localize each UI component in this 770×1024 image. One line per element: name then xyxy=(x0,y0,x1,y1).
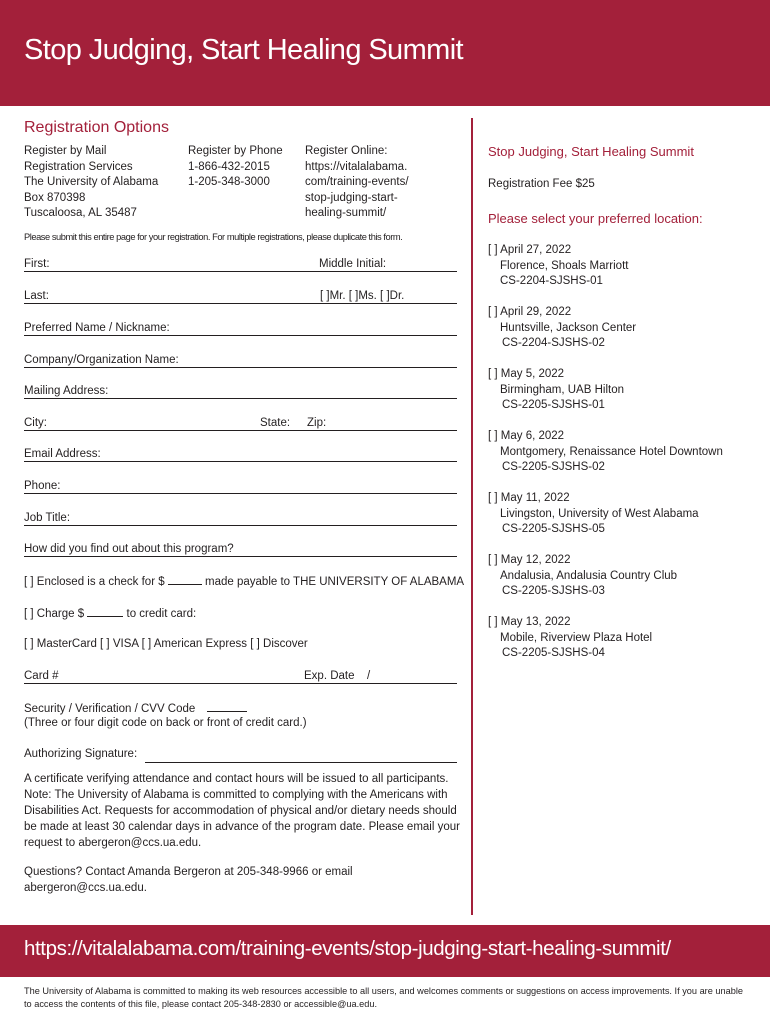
card-type-options[interactable]: [ ] MasterCard [ ] VISA [ ] American Express [ ] Discover xyxy=(24,638,308,650)
sidebar-title: Stop Judging, Start Healing Summit xyxy=(488,144,694,159)
city-label: City: xyxy=(24,417,47,429)
column-divider xyxy=(471,118,473,915)
email-field[interactable] xyxy=(24,447,457,462)
accessibility-statement: The University of Alabama is committed to making its web resources accessible to all users, and welcomes comments or suggestions on access improvements. If you are unable to access the contents of this file, please contact 205-348-2830 or accessible@ua.edu. xyxy=(24,986,743,1009)
location-place: Montgomery, Renaissance Hotel Downtown xyxy=(500,445,723,458)
select-location-prompt: Please select your preferred location: xyxy=(488,211,703,226)
charge-amount-blank[interactable] xyxy=(87,605,123,617)
location-place: Mobile, Riverview Plaza Hotel xyxy=(500,631,653,644)
location-place: Florence, Shoals Marriott xyxy=(500,259,629,272)
card-number-field[interactable] xyxy=(24,669,457,684)
header-banner xyxy=(0,0,770,106)
location-date: [ ] May 13, 2022 xyxy=(488,616,571,628)
location-option-7[interactable] xyxy=(488,615,758,662)
first-label: First: xyxy=(24,258,50,270)
location-code: CS-2204-SJSHS-02 xyxy=(502,337,605,349)
state-label: State: xyxy=(260,417,291,429)
location-place: Livingston, University of West Alabama xyxy=(500,507,699,520)
phone-label: Phone: xyxy=(24,480,61,492)
how-found-label: How did you find out about this program? xyxy=(24,543,234,555)
questions-contact: Questions? Contact Amanda Bergeron at 205-348-9966 or email abergeron@ccs.ua.edu. xyxy=(24,866,353,894)
job-title-label: Job Title: xyxy=(24,512,71,524)
location-place: Andalusia, Andalusia Country Club xyxy=(500,569,678,582)
charge-payment-row[interactable] xyxy=(24,605,464,623)
company-field[interactable] xyxy=(24,353,457,368)
submit-note: Please submit this entire page for your registration. For multiple registrations, please duplicate this form. xyxy=(24,232,403,242)
certificate-notice: A certificate verifying attendance and contact hours will be issued to all participants. Note: The University of Alabama is committed to complying with the Americans with Disabilities Act. Requests for accommodation of physical and/or dietary needs should be made at least 30 calendar days in advance of the program date. Please email your request to abergeron@ccs.ua.edu. xyxy=(24,773,460,849)
company-label: Company/Organization Name: xyxy=(24,354,179,366)
exp-slash: / xyxy=(367,670,371,682)
cvv-note: (Three or four digit code on back or front of credit card.) xyxy=(24,717,307,729)
location-option-5[interactable] xyxy=(488,491,758,538)
check-amount-blank[interactable] xyxy=(168,573,202,585)
last-name-field[interactable] xyxy=(24,289,457,304)
location-date: [ ] May 6, 2022 xyxy=(488,430,565,442)
signature-label: Authorizing Signature: xyxy=(24,748,138,760)
card-number-label: Card # xyxy=(24,670,59,682)
footer-banner xyxy=(0,925,770,977)
how-found-field[interactable] xyxy=(24,542,457,557)
cvv-blank[interactable] xyxy=(207,701,247,712)
location-option-2[interactable] xyxy=(488,305,758,352)
registration-fee: Registration Fee $25 xyxy=(488,178,595,190)
location-place: Huntsville, Jackson Center xyxy=(500,321,637,334)
title-checkboxes[interactable]: [ ]Mr. [ ]Ms. [ ]Dr. xyxy=(320,290,405,302)
check-payable-label: made payable to THE UNIVERSITY OF ALABAMA xyxy=(205,576,465,588)
signature-line[interactable] xyxy=(145,762,457,763)
job-title-field[interactable] xyxy=(24,511,457,526)
location-date: [ ] May 12, 2022 xyxy=(488,554,571,566)
page-title: Stop Judging, Start Healing Summit xyxy=(24,34,463,66)
exp-date-label: Exp. Date xyxy=(304,670,355,682)
location-option-4[interactable] xyxy=(488,429,758,476)
charge-option-label: [ ] Charge $ xyxy=(24,608,85,620)
city-state-zip-field[interactable] xyxy=(24,416,457,431)
location-code: CS-2205-SJSHS-05 xyxy=(502,523,605,535)
register-online[interactable]: Register Online: https://vitalalabama. com/training-events/ stop-judging-start- healing-summit/ xyxy=(305,145,409,219)
last-label: Last: xyxy=(24,290,49,302)
preferred-name-label: Preferred Name / Nickname: xyxy=(24,322,170,334)
location-code: CS-2205-SJSHS-04 xyxy=(502,647,605,659)
location-code: CS-2204-SJSHS-01 xyxy=(500,275,603,287)
location-date: [ ] May 11, 2022 xyxy=(488,492,570,504)
location-code: CS-2205-SJSHS-01 xyxy=(502,399,605,411)
location-code: CS-2205-SJSHS-03 xyxy=(502,585,605,597)
location-code: CS-2205-SJSHS-02 xyxy=(502,461,605,473)
mailing-address-label: Mailing Address: xyxy=(24,385,109,397)
middle-initial-label: Middle Initial: xyxy=(319,258,387,270)
register-by-phone: Register by Phone 1-866-432-2015 1-205-348-3000 xyxy=(188,145,283,188)
zip-label: Zip: xyxy=(307,417,327,429)
location-option-3[interactable] xyxy=(488,367,758,414)
mailing-address-field[interactable] xyxy=(24,384,457,399)
preferred-name-field[interactable] xyxy=(24,321,457,336)
email-label: Email Address: xyxy=(24,448,101,460)
register-by-mail: Register by Mail Registration Services The University of Alabama Box 870398 Tuscaloosa, AL 35487 xyxy=(24,145,159,219)
first-name-field[interactable] xyxy=(24,257,457,272)
location-date: [ ] April 27, 2022 xyxy=(488,244,572,256)
location-option-6[interactable] xyxy=(488,553,758,600)
check-payment-row[interactable] xyxy=(24,573,464,591)
phone-field[interactable] xyxy=(24,479,457,494)
registration-options-title: Registration Options xyxy=(24,119,169,136)
charge-card-label: to credit card: xyxy=(126,608,197,620)
check-option-label: [ ] Enclosed is a check for $ xyxy=(24,576,165,588)
location-date: [ ] May 5, 2022 xyxy=(488,368,565,380)
location-place: Birmingham, UAB Hilton xyxy=(500,383,624,396)
location-option-1[interactable] xyxy=(488,243,758,290)
location-date: [ ] April 29, 2022 xyxy=(488,306,572,318)
cvv-label: Security / Verification / CVV Code xyxy=(24,703,196,715)
footer-url-link[interactable]: https://vitalalabama.com/training-events/stop-judging-start-healing-summit/ xyxy=(24,937,671,960)
